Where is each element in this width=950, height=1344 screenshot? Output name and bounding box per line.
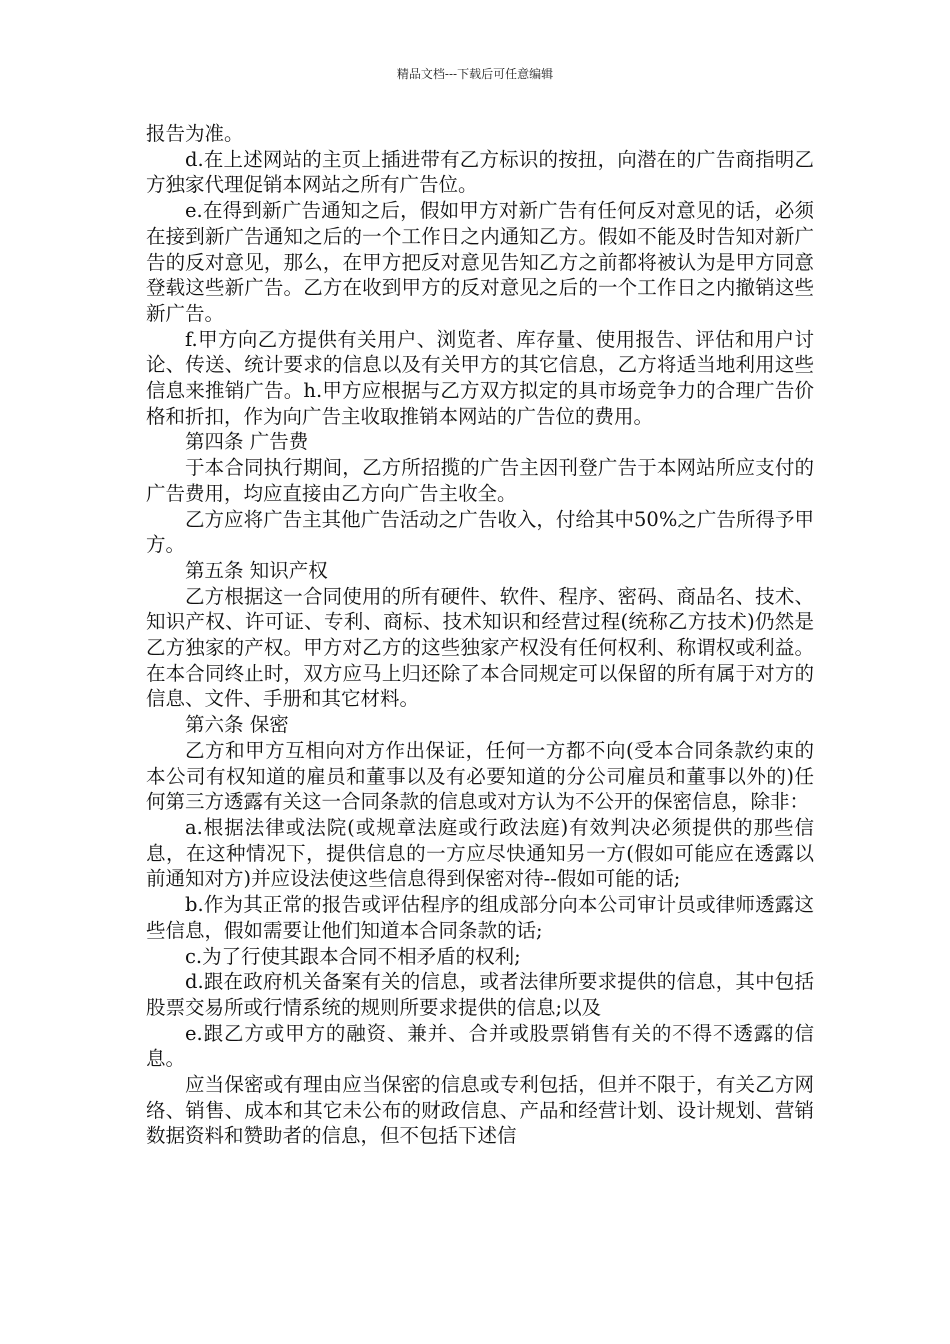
paragraph: e.跟乙方或甲方的融资、兼并、合并或股票销售有关的不得不透露的信息。 bbox=[146, 1021, 814, 1071]
section-heading: 第五条 知识产权 bbox=[185, 558, 328, 582]
paragraph-continuation: 报告为准。 bbox=[146, 122, 244, 145]
paragraph: f.甲方向乙方提供有关用户、浏览者、库存量、使用报告、评估和用户讨论、传送、统计要求的信息以及有关甲方的其它信息，乙方将适当地利用这些信息来推销广告。h.甲方应根据与乙方双方拟定的具市场竞争力的合理广告价格和折扣，作为向广告主收取推销本网站的广告位的费用。 bbox=[146, 327, 814, 428]
paragraph: 乙方应将广告主其他广告活动之广告收入，付给其中50%之广告所得予甲方。 bbox=[146, 507, 814, 557]
paragraph: 乙方根据这一合同使用的所有硬件、软件、程序、密码、商品名、技术、知识产权、许可证、专利、商标、技术知识和经营过程(统称乙方技术)仍然是乙方独家的产权。甲方对乙方的这些独家产权没有任何权利、称谓权或利益。在本合同终止时，双方应马上归还除了本合同规定可以保留的所有属于对方的信息、文件、手册和其它材料。 bbox=[146, 584, 814, 711]
paragraph: a.根据法律或法院(或规章法庭或行政法庭)有效判决必须提供的那些信息，在这种情况下，提供信息的一方应尽快通知另一方(假如可能应在透露以前通知对方)并应设法使这些信息得到保密对待--假如可能的话; bbox=[146, 815, 814, 891]
paragraph: b.作为其正常的报告或评估程序的组成部分向本公司审计员或律师透露这些信息，假如需要让他们知道本合同条款的话; bbox=[146, 893, 814, 942]
paragraph: 乙方和甲方互相向对方作出保证，任何一方都不向(受本合同条款约束的本公司有权知道的雇员和董事以及有必要知道的分公司雇员和董事以外的)任何第三方透露有关这一合同条款的信息或对方认为不公开的保密信息，除非： bbox=[146, 738, 814, 814]
paragraph: d.跟在政府机关备案有关的信息，或者法律所要求提供的信息，其中包括股票交易所或行情系统的规则所要求提供的信息;以及 bbox=[146, 970, 814, 1019]
paragraph: 应当保密或有理由应当保密的信息或专利包括，但并不限于，有关乙方网络、销售、成本和其它未公布的财政信息、产品和经营计划、设计规划、营销数据资料和赞助者的信息，但不包括下述信 bbox=[146, 1073, 814, 1148]
paragraph: e.在得到新广告通知之后，假如甲方对新广告有任何反对意见的话，必须在接到新广告通知之后的一个工作日之内通知乙方。假如不能及时告知对新广告的反对意见，那么，在甲方把反对意见告知乙方之前都将被认为是甲方同意登载这些新广告。乙方在收到甲方的反对意见之后的一个工作日之内撤销这些新广告。 bbox=[146, 199, 814, 325]
document-body bbox=[146, 121, 814, 1149]
section-heading: 第四条 广告费 bbox=[185, 430, 309, 454]
paragraph: 于本合同执行期间，乙方所招揽的广告主因刊登广告于本网站所应支付的广告费用，均应直接由乙方向广告主收全。 bbox=[146, 456, 814, 505]
paragraph: c.为了行使其跟本合同不相矛盾的权利; bbox=[185, 944, 521, 968]
paragraph: d.在上述网站的主页上插进带有乙方标识的按扭，向潜在的广告商指明乙方独家代理促销本网站之所有广告位。 bbox=[146, 147, 814, 197]
page-header: 精品文档---下载后可任意编辑 bbox=[396, 67, 554, 81]
section-heading: 第六条 保密 bbox=[185, 713, 289, 737]
